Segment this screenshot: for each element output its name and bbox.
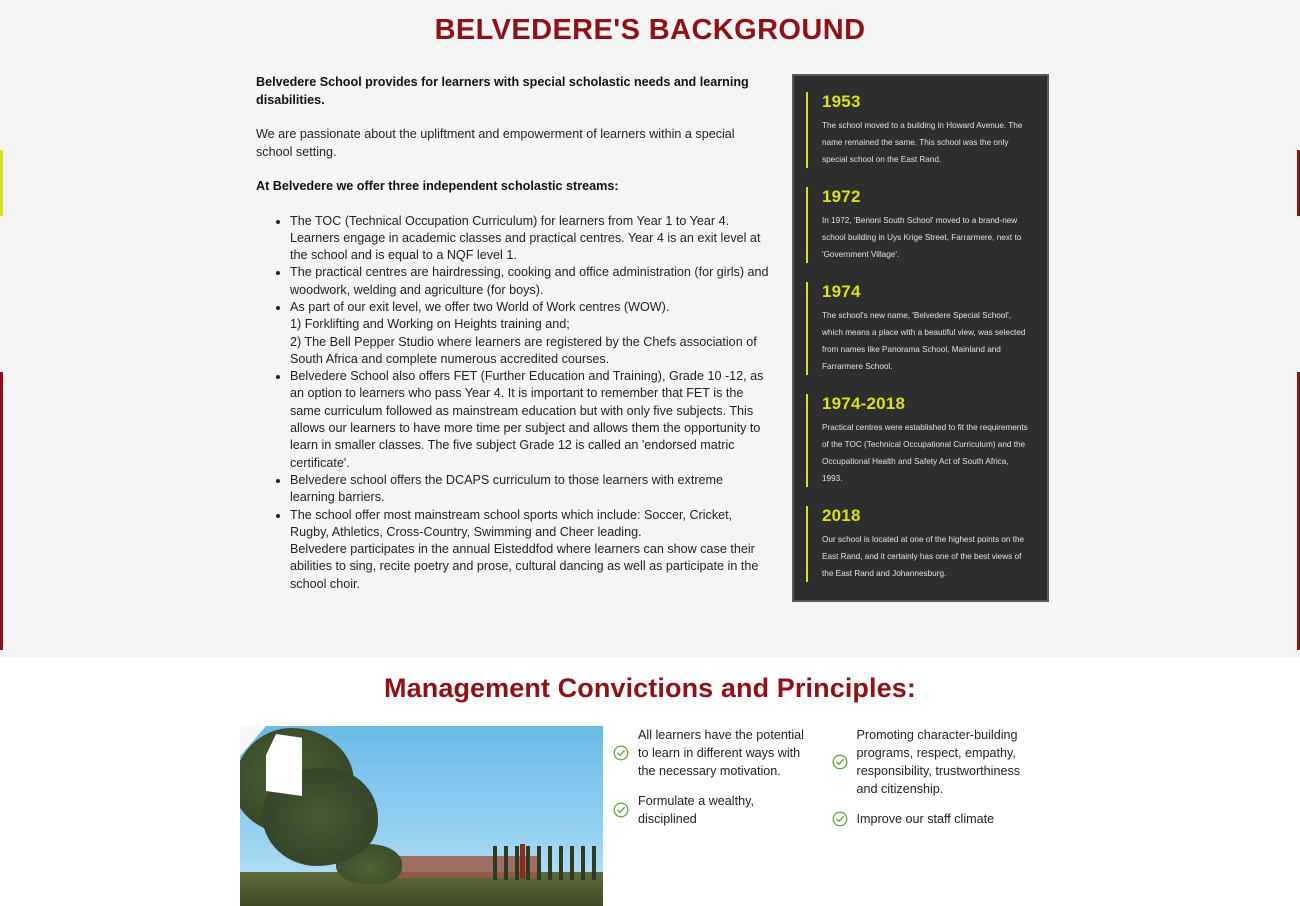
stream-bullet-item [290, 368, 770, 472]
timeline-description: Our school is located at one of the highest points on the East Rand, and it certainly has one of the best views of the East Rand and Johannesburg. [822, 535, 1025, 578]
principle-item [832, 726, 1033, 798]
stream-bullet-subline: 1) Forklifting and Working on Heights training and; [290, 317, 570, 332]
photo-fence [493, 846, 603, 880]
timeline-entry [806, 282, 1035, 375]
check-circle-icon [832, 754, 848, 770]
streams-bullet-list [256, 213, 770, 594]
timeline-entry [806, 394, 1035, 487]
principles-title: Management Convictions and Principles: [384, 673, 916, 703]
principles-column-left [613, 726, 832, 840]
stream-bullet-text: The practical centres are hairdressing, cooking and office administration (for girls) and woodwork, welding and agriculture (for boys). [290, 265, 769, 297]
page-edge-accent-left-red [0, 372, 3, 650]
principle-item [613, 792, 814, 828]
article-column [256, 74, 780, 593]
timeline-entry [806, 92, 1035, 168]
stream-bullet-text: The TOC (Technical Occupation Curriculum) for learners from Year 1 to Year 4. Learners engage in academic classes and practical centres. Year 4 is an exit level at the school and is equal to a NQF level 1. [290, 213, 761, 263]
check-circle-icon [613, 745, 629, 761]
principle-text: All learners have the potential to learn in different ways with the necessary motivation. [638, 728, 804, 778]
stream-bullet-subline: Belvedere participates in the annual Eisteddfod where learners can show case their abilities to sing, recite poetry and prose, cultural dancing as well as participate in the school choir. [290, 542, 759, 591]
principle-text: Formulate a wealthy, disciplined [638, 794, 754, 826]
stream-bullet-text: Belvedere school offers the DCAPS curriculum to those learners with extreme learning barriers. [290, 472, 724, 505]
timeline-year: 1974 [822, 282, 861, 301]
photo-flagpole [520, 844, 525, 878]
lead-normal-paragraph: We are passionate about the upliftment and empowerment of learners within a special school setting. [256, 127, 735, 159]
timeline-description: Practical centres were established to fit the requirements of the TOC (Technical Occupational Curriculum) and the Occupational Health and Safety Act of South Africa, 1993. [822, 423, 1028, 483]
principle-item [613, 726, 814, 780]
principles-column-right [832, 726, 1051, 840]
school-photo [240, 726, 603, 906]
stream-bullet-item [290, 264, 770, 299]
stream-bullet-text: As part of our exit level, we offer two World of Work centres (WOW). [290, 299, 670, 314]
stream-bullet-item [290, 507, 770, 593]
history-timeline-panel [792, 74, 1049, 602]
principles-content-row [0, 726, 1300, 906]
check-circle-icon [832, 811, 848, 827]
timeline-year: 2018 [822, 506, 861, 525]
lead-bold-paragraph: Belvedere School provides for learners with special scholastic needs and learning disabilities. [256, 75, 749, 107]
stream-bullet-text: Belvedere School also offers FET (Further Education and Training), Grade 10 -12, as an option to learners who pass Year 4. It is important to remember that FET is the same curriculum followed as mainstream education but with only five subjects. This allows our learners to have more time per subject and allows them the opportunity to learn in smaller classes. The five subject Grade 12 is called an 'endorsed matric certificate'. [290, 369, 764, 470]
stream-bullet-subline: 2) The Bell Pepper Studio where learners are registered by the Chefs association of South Africa and complete numerous accredited courses. [290, 334, 757, 366]
principles-lists [603, 726, 1050, 840]
timeline-description: In 1972, 'Benoni South School' moved to a brand-new school building in Uys Krige Street, Farrarmere, next to 'Government Village'. [822, 216, 1022, 259]
page-edge-accent-left-yellow [0, 150, 3, 216]
stream-bullet-text: The school offer most mainstream school sports which include: Soccer, Cricket, Rugby, Athletics, Cross-Country, Swimming and Cheer leading. [290, 507, 733, 539]
streams-intro-paragraph: At Belvedere we offer three independent scholastic streams: [256, 179, 619, 193]
page-title: BELVEDERE'S BACKGROUND [434, 14, 866, 46]
principle-text: Promoting character-building programs, respect, empathy, responsibility, trustworthiness and citizenship. [856, 728, 1021, 796]
timeline-year: 1974-2018 [822, 394, 906, 413]
timeline-year: 1972 [822, 187, 861, 206]
stream-bullet-item [290, 472, 770, 507]
timeline-entry [806, 187, 1035, 263]
principles-section [0, 658, 1300, 906]
check-circle-icon [613, 802, 629, 818]
timeline-entry [806, 506, 1035, 582]
timeline-year: 1953 [822, 92, 861, 111]
timeline-description: The school moved to a building in Howard Avenue. The name remained the same. This school was the only special school on the East Rand. [822, 121, 1023, 164]
stream-bullet-item [290, 213, 770, 265]
stream-bullet-item [290, 299, 770, 368]
timeline-description: The school's new name, 'Belvedere Special School', which means a place with a beautiful view, was selected from names like Panorama School, Mainland and Farrarmere School. [822, 311, 1026, 371]
background-content-row [0, 74, 1300, 602]
principle-text: Improve our staff climate [856, 812, 995, 826]
